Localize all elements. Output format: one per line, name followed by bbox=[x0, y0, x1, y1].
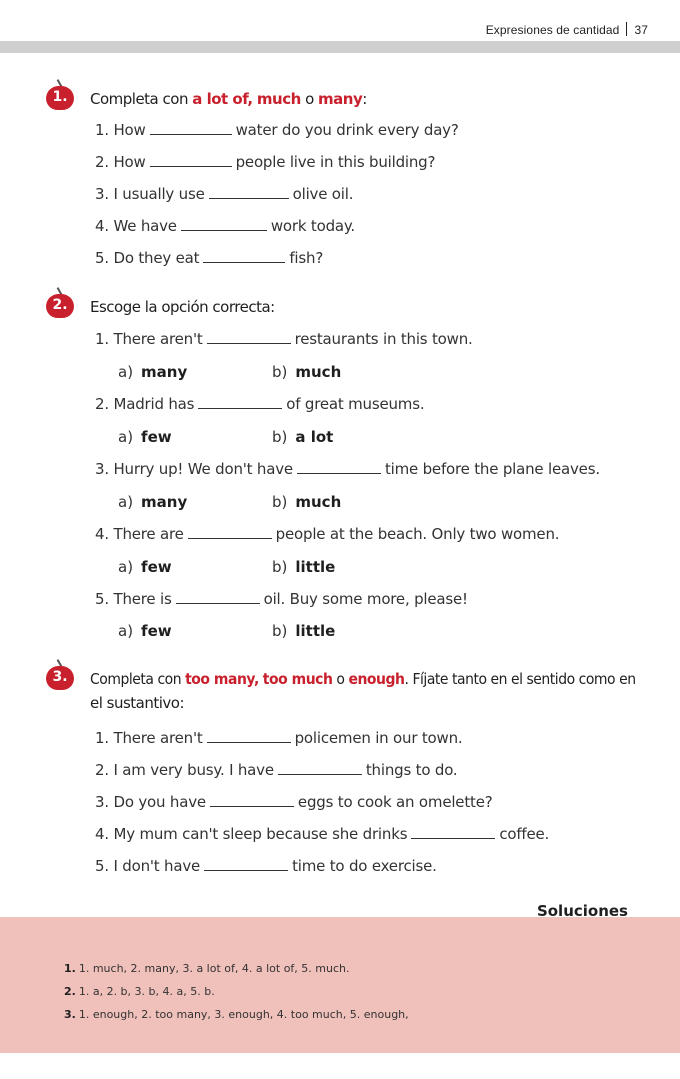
keyword-enough: enough bbox=[348, 670, 405, 688]
answer-blank[interactable] bbox=[204, 858, 288, 871]
header-bar bbox=[0, 41, 680, 53]
answer-blank[interactable] bbox=[150, 154, 232, 167]
answer-blank[interactable] bbox=[209, 186, 289, 199]
exercise2-item: 1. There aren't restaurants in this town. bbox=[95, 330, 473, 348]
answer-blank[interactable] bbox=[297, 461, 381, 474]
keyword-many: many bbox=[318, 90, 363, 108]
exercise-number: 2. bbox=[52, 297, 68, 313]
keyword-much: much bbox=[256, 90, 301, 108]
option-b[interactable]: b) little bbox=[272, 622, 336, 640]
apple-icon bbox=[46, 80, 74, 110]
exercise1-item: 5. Do they eat fish? bbox=[95, 249, 324, 267]
exercise3-instruction: Completa con too many, too much o enough. Fíjate tanto en el sentido como en bbox=[90, 670, 636, 688]
exercise2-instruction: Escoge la opción correcta: bbox=[90, 298, 275, 316]
header-divider bbox=[626, 22, 627, 36]
exercise3-item: 5. I don't have time to do exercise. bbox=[95, 857, 437, 875]
exercise3-item: 3. Do you have eggs to cook an omelette? bbox=[95, 793, 493, 811]
running-header bbox=[486, 22, 648, 37]
option-b[interactable]: b) little bbox=[272, 558, 336, 576]
section-title: Expresiones de cantidad bbox=[485, 23, 620, 37]
option-a[interactable]: a) many bbox=[118, 363, 188, 381]
answer-blank[interactable] bbox=[203, 250, 285, 263]
solution-line: 1. 1. much, 2. many, 3. a lot of, 4. a lot of, 5. much. bbox=[64, 962, 350, 975]
option-b[interactable]: b) much bbox=[272, 363, 342, 381]
exercise3-instruction-line2: el sustantivo: bbox=[90, 694, 185, 712]
exercise-number: 3. bbox=[52, 669, 68, 685]
exercise2-item: 3. Hurry up! We don't have time before the plane leaves. bbox=[95, 460, 600, 478]
apple-icon bbox=[46, 660, 74, 690]
exercise-number: 1. bbox=[52, 89, 68, 105]
exercise3-item: 4. My mum can't sleep because she drinks coffee. bbox=[95, 825, 550, 843]
answer-blank[interactable] bbox=[150, 122, 232, 135]
solution-line: 3. 1. enough, 2. too many, 3. enough, 4. too much, 5. enough, bbox=[64, 1008, 409, 1021]
page-number: 37 bbox=[634, 23, 648, 37]
solution-line: 2. 1. a, 2. b, 3. b, 4. a, 5. b. bbox=[64, 985, 215, 998]
solutions-title: Soluciones bbox=[536, 902, 628, 920]
option-b[interactable]: b) much bbox=[272, 493, 342, 511]
option-a[interactable]: a) few bbox=[118, 428, 172, 446]
apple-icon bbox=[46, 288, 74, 318]
exercise1-item: 3. I usually use olive oil. bbox=[95, 185, 354, 203]
exercise2-item: 2. Madrid has of great museums. bbox=[95, 395, 425, 413]
exercise3-item: 2. I am very busy. I have things to do. bbox=[95, 761, 458, 779]
answer-blank[interactable] bbox=[207, 331, 291, 344]
answer-blank[interactable] bbox=[207, 730, 291, 743]
exercise1-instruction: Completa con a lot of, much o many: bbox=[90, 90, 367, 108]
keyword-a-lot-of: a lot of, bbox=[192, 90, 253, 108]
exercise2-item: 5. There is oil. Buy some more, please! bbox=[95, 590, 468, 608]
exercise3-item: 1. There aren't policemen in our town. bbox=[95, 729, 463, 747]
keyword-too-many: too many, bbox=[185, 670, 259, 688]
exercise1-item: 2. How people live in this building? bbox=[95, 153, 436, 171]
answer-blank[interactable] bbox=[210, 794, 294, 807]
exercise1-item: 1. How water do you drink every day? bbox=[95, 121, 459, 139]
answer-blank[interactable] bbox=[278, 762, 362, 775]
option-a[interactable]: a) few bbox=[118, 558, 172, 576]
exercise2-item: 4. There are people at the beach. Only two women. bbox=[95, 525, 560, 543]
answer-blank[interactable] bbox=[411, 826, 495, 839]
keyword-too-much: too much bbox=[262, 670, 333, 688]
answer-blank[interactable] bbox=[188, 526, 272, 539]
answer-blank[interactable] bbox=[181, 218, 267, 231]
option-a[interactable]: a) few bbox=[118, 622, 172, 640]
option-a[interactable]: a) many bbox=[118, 493, 188, 511]
option-b[interactable]: b) a lot bbox=[272, 428, 334, 446]
answer-blank[interactable] bbox=[198, 396, 282, 409]
answer-blank[interactable] bbox=[176, 591, 260, 604]
exercise1-item: 4. We have work today. bbox=[95, 217, 355, 235]
